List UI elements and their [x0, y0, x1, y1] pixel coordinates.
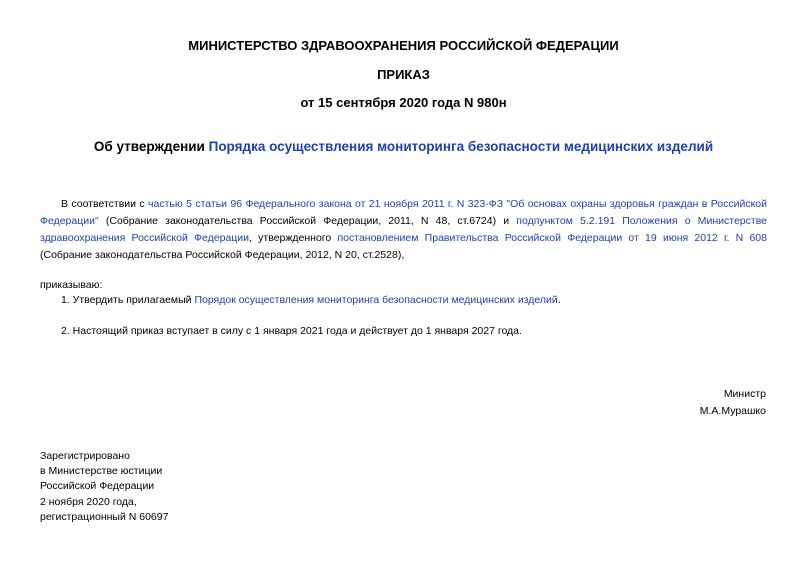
item1-end: .	[557, 294, 561, 306]
item1-text: 1. Утвердить прилагаемый	[61, 294, 195, 306]
signature-block	[700, 386, 766, 420]
government-decree-link[interactable]: постановлением Правительства Российской Федерации от 19 июня 2012 г. N 608	[337, 232, 767, 244]
registration-line: регистрационный N 60697	[40, 510, 169, 523]
preamble-text-2: (Собрание законодательства Российской Федерации, 2011, N 48, ст.6724) и	[98, 215, 517, 227]
preamble-text-1: В соответствии с	[61, 198, 149, 210]
registration-line: 2 ноября 2020 года,	[40, 495, 137, 508]
registration-line: Зарегистрировано	[40, 450, 130, 462]
registration-block	[40, 449, 168, 525]
document-title	[0, 139, 807, 155]
federal-law-link[interactable]: частью 5 статьи 96 Федерального закона от 21 ноября 2011 г. N 323-ФЗ "Об основах охраны здоровья граждан в Российской Федерации"	[40, 198, 767, 227]
order-item-2: 2. Настоящий приказ вступает в силу с 1 января 2021 года и действует до 1 января 2027 года.	[61, 325, 522, 337]
procedure-link[interactable]: Порядок осуществления мониторинга безопасности медицинских изделий	[194, 294, 558, 306]
signature-name: М.А.Мурашко	[699, 405, 766, 417]
signature-position: Министр	[723, 388, 766, 400]
preamble-paragraph	[40, 196, 767, 264]
registration-line: в Министерстве юстиции	[40, 465, 163, 478]
regulation-link[interactable]: подпунктом 5.2.191 Положения о Министерстве здравоохранения Российской Федерации	[40, 215, 767, 244]
document-date-number: от 15 сентября 2020 года N 980н	[300, 95, 507, 110]
preamble-text-4: (Собрание законодательства Российской Федерации, 2012, N 20, ст.2528),	[40, 249, 405, 261]
document-type: ПРИКАЗ	[377, 67, 430, 82]
title-link[interactable]: Порядка осуществления мониторинга безопасности медицинских изделий	[208, 139, 714, 154]
preamble-text-3: , утвержденного	[249, 232, 338, 244]
ministry-heading: МИНИСТЕРСТВО ЗДРАВООХРАНЕНИЯ РОССИЙСКОЙ ФЕДЕРАЦИИ	[188, 38, 619, 53]
title-prefix: Об утверждении	[93, 139, 209, 154]
order-word: приказываю:	[40, 279, 103, 291]
registration-line: Российской Федерации	[40, 480, 155, 493]
order-item-1	[61, 293, 561, 307]
